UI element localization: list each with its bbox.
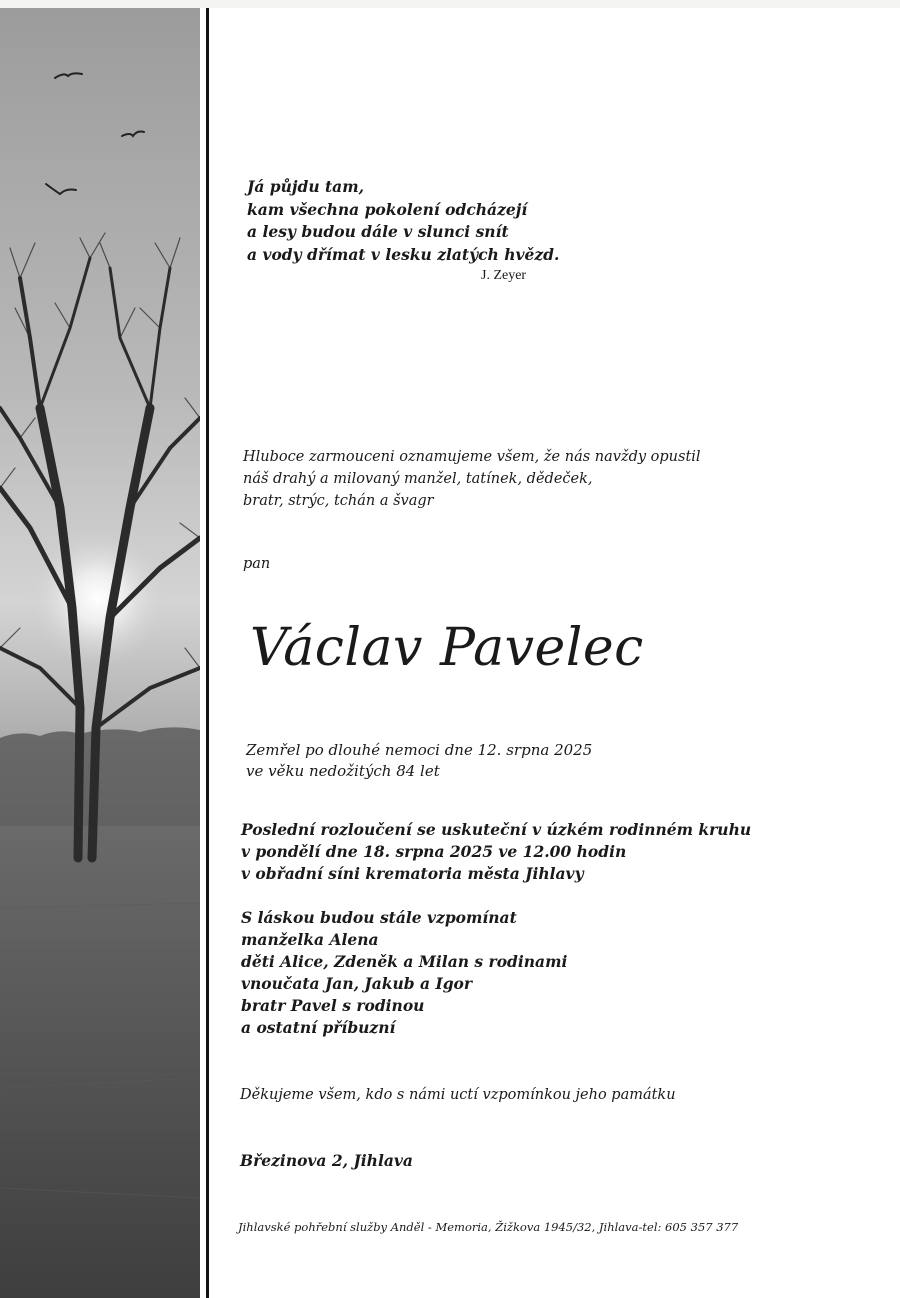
mourners-line: manželka Alena: [241, 930, 379, 949]
bird-icon: [122, 132, 144, 137]
tree-photo: [0, 8, 200, 1298]
mourners-line: bratr Pavel s rodinou: [241, 996, 425, 1015]
funeral-line: v pondělí dne 18. srpna 2025 ve 12.00 hodin: [241, 842, 627, 861]
thanks-note: Děkujeme všem, kdo s námi uctí vzpomínkou jeho památku: [240, 1087, 676, 1103]
announcement-line: Hluboce zarmouceni oznamujeme všem, že nás navždy opustil: [243, 449, 701, 465]
mourners-line: S láskou budou stále vzpomínat: [241, 908, 517, 927]
vertical-divider: [206, 8, 209, 1298]
poem-line: kam všechna pokolení odcházejí: [247, 199, 528, 219]
tree-landscape-image: [0, 8, 200, 1298]
salutation: pan: [243, 556, 271, 572]
poem-author: J. Zeyer: [481, 268, 527, 283]
mourners-list: [241, 907, 567, 1039]
bird-icon: [55, 73, 82, 78]
death-line: Zemřel po dlouhé nemoci dne 12. srpna 2025: [246, 741, 593, 759]
announcement: [243, 446, 701, 512]
poem-line: Já půjdu tam,: [247, 177, 364, 196]
death-details: [246, 740, 592, 782]
deceased-name: Václav Pavelec: [250, 618, 644, 678]
mourners-line: vnoučata Jan, Jakub a Igor: [241, 974, 473, 993]
funeral-line: Poslední rozloučení se uskuteční v úzkém rodinném kruhu: [241, 820, 752, 839]
address: Březinova 2, Jihlava: [240, 1151, 413, 1170]
mourners-line: a ostatní příbuzní: [241, 1018, 396, 1037]
funeral-service-footer: Jihlavské pohřební služby Anděl - Memoria, Žižkova 1945/32, Jihlava-tel: 605 357 377: [238, 1220, 739, 1234]
funeral-details: [241, 819, 751, 885]
poem-line: a lesy budou dále v slunci snít: [247, 222, 509, 241]
funeral-line: v obřadní síni krematoria města Jihlavy: [241, 864, 584, 883]
mourners-line: děti Alice, Zdeněk a Milan s rodinami: [241, 952, 568, 971]
poem: [247, 176, 559, 266]
announcement-line: bratr, strýc, tchán a švagr: [243, 493, 434, 509]
sun-icon: [28, 528, 168, 668]
bird-icon: [46, 184, 76, 194]
death-line: ve věku nedožitých 84 let: [246, 762, 440, 780]
poem-line: a vody dřímat v lesku zlatých hvězd.: [247, 244, 560, 264]
announcement-line: náš drahý a milovaný manžel, tatínek, dědeček,: [243, 471, 593, 487]
